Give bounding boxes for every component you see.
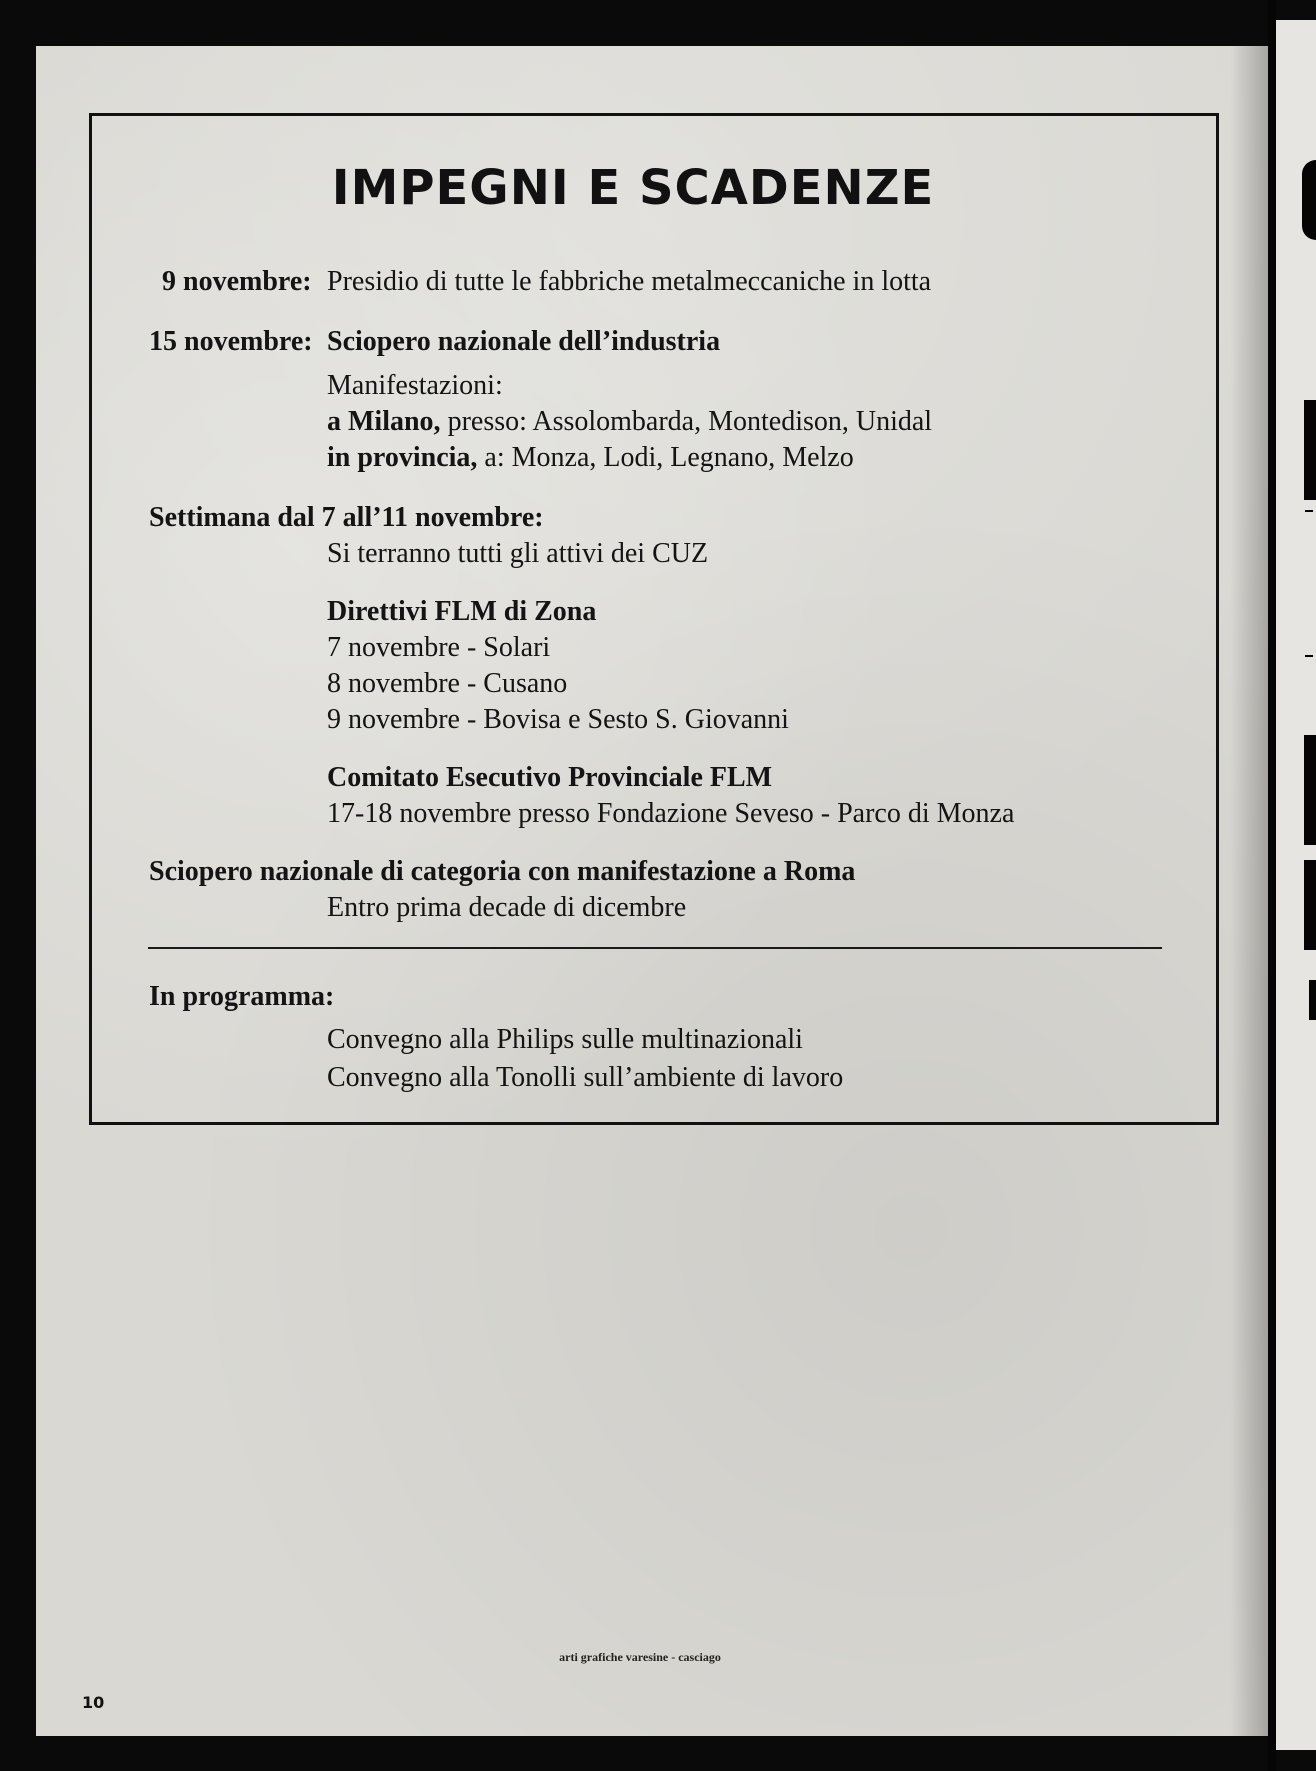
comitato-heading: Comitato Esecutivo Provinciale FLM bbox=[327, 762, 773, 793]
event-text-presidio: Presidio di tutte le fabbriche metalmeccaniche in lotta bbox=[327, 266, 932, 297]
direttivi-heading: Direttivi FLM di Zona bbox=[327, 596, 597, 627]
milano-label: a Milano, bbox=[327, 406, 441, 437]
direttivi-item: 7 novembre - Solari bbox=[327, 632, 551, 663]
event-week-text: Si terranno tutti gli attivi dei CUZ bbox=[327, 538, 709, 569]
page-number: 10 bbox=[82, 1693, 105, 1712]
page-title: IMPEGNI E SCADENZE bbox=[331, 160, 935, 216]
programma-item: Convegno alla Tonolli sull’ambiente di lavoro bbox=[327, 1062, 844, 1093]
manifestazioni-label: Manifestazioni: bbox=[327, 370, 503, 401]
event-date-15-nov: 15 novembre: bbox=[149, 326, 313, 357]
manifestazione-milano bbox=[327, 406, 932, 438]
printer-credit: arti grafiche varesine - casciago bbox=[559, 1650, 721, 1664]
event-date-9-nov: 9 novembre: bbox=[162, 266, 312, 297]
milano-text: presso: Assolombarda, Montedison, Unidal bbox=[447, 406, 933, 437]
event-week-heading: Settimana dal 7 all’11 novembre: bbox=[149, 502, 544, 533]
direttivi-item: 9 novembre - Bovisa e Sesto S. Giovanni bbox=[327, 704, 789, 735]
provincia-label: in provincia, bbox=[327, 442, 478, 473]
programma-heading: In programma: bbox=[149, 981, 335, 1012]
comitato-text: 17-18 novembre presso Fondazione Seveso - Parco di Monza bbox=[327, 798, 1015, 829]
adjacent-page-edge bbox=[1276, 20, 1316, 1750]
direttivi-item: 8 novembre - Cusano bbox=[327, 668, 568, 699]
divider bbox=[148, 947, 1162, 949]
fold-shadow bbox=[1230, 46, 1270, 1736]
sciopero-heading: Sciopero nazionale di categoria con manifestazione a Roma bbox=[149, 856, 856, 887]
provincia-text: a: Monza, Lodi, Legnano, Melzo bbox=[484, 442, 854, 473]
sciopero-text: Entro prima decade di dicembre bbox=[327, 892, 687, 923]
programma-item: Convegno alla Philips sulle multinazionali bbox=[327, 1024, 803, 1055]
manifestazione-provincia bbox=[327, 442, 854, 474]
event-text-sciopero-industria: Sciopero nazionale dell’industria bbox=[327, 326, 721, 357]
page-gutter bbox=[1268, 0, 1276, 1771]
schedule-box bbox=[89, 113, 1219, 1125]
